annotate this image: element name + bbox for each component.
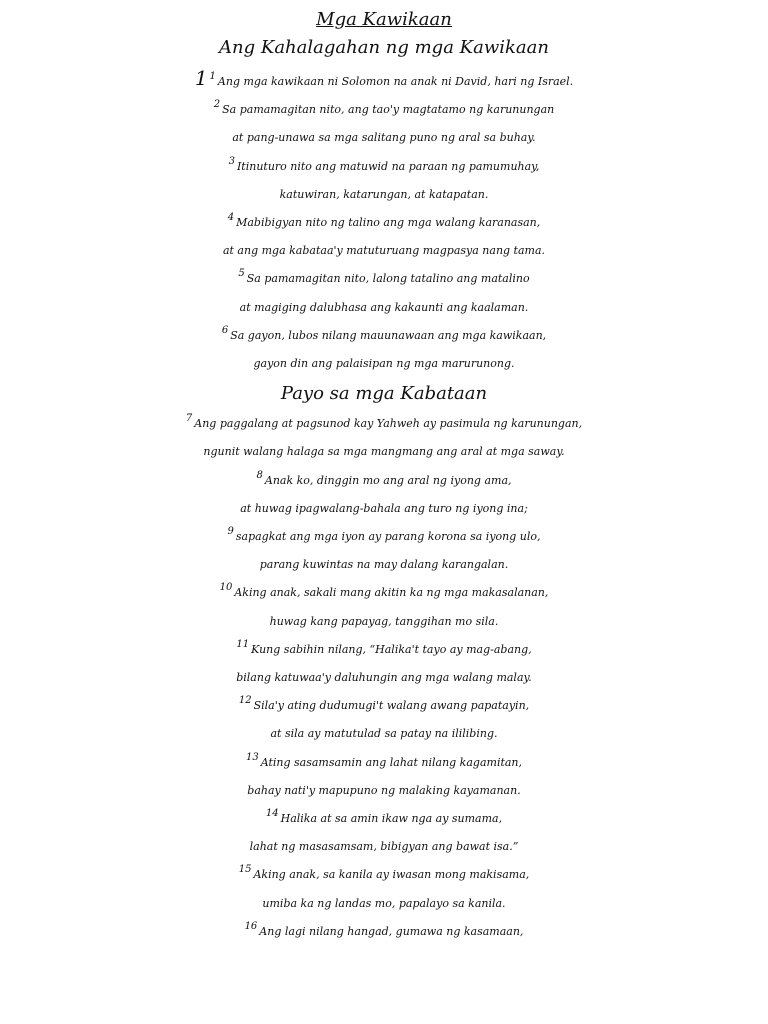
verse-text: lahat ng masasamsam, bibigyan ang bawat isa.” — [249, 840, 519, 854]
verse-line — [0, 96, 768, 124]
verse-line — [0, 322, 768, 350]
verse-line — [0, 523, 768, 551]
verse-line — [0, 664, 768, 692]
verse-text: Ating sasamsamin ang lahat nilang kagamitan, — [260, 755, 523, 769]
verse-number: 9 — [227, 526, 234, 538]
verse-number: 13 — [245, 751, 259, 763]
verse-number: 1 — [209, 71, 216, 82]
verse-line — [0, 495, 768, 523]
document-title: Mga Kawikaan — [316, 9, 452, 30]
verse-text: Ang mga kawikaan ni Solomon na anak ni David, hari ng Israel. — [217, 75, 574, 88]
verse-text: at sila ay matutulad sa patay na ililibing. — [270, 727, 498, 741]
verse-line — [0, 749, 768, 777]
section-payo — [0, 410, 768, 946]
verse-line — [0, 64, 768, 96]
verse-line — [0, 153, 768, 181]
verse-line — [0, 438, 768, 466]
verse-number: 8 — [256, 469, 263, 481]
verse-text: Aking anak, sa kanila ay iwasan mong makisama, — [253, 868, 530, 882]
verse-number: 16 — [244, 920, 258, 932]
verse-line — [0, 209, 768, 237]
verse-number: 2 — [213, 99, 221, 111]
verse-text: at huwag ipagwalang-bahala ang turo ng iyong ina; — [240, 501, 528, 515]
verse-line — [0, 636, 768, 664]
verse-text: Ang paggalang at pagsunod kay Yahweh ay pasimula ng karunungan, — [194, 417, 583, 431]
verse-text: Sa gayon, lubos nilang mauunawaan ang mga kawikaan, — [230, 328, 547, 342]
verse-text: at ang mga kabataa'y matuturuang magpasya nang tama. — [222, 244, 546, 258]
document-page — [0, 6, 768, 946]
verse-text: Aking anak, sakali mang akitin ka ng mga makasalanan, — [234, 586, 549, 600]
verse-line — [0, 350, 768, 378]
verse-text: at magiging dalubhasa ang kakaunti ang kaalaman. — [239, 300, 529, 314]
verse-text: bilang katuwaa'y daluhungin ang mga walang malay. — [236, 671, 532, 685]
verse-number: 6 — [221, 324, 229, 336]
verse-line — [0, 833, 768, 861]
verse-number: 11 — [236, 638, 250, 650]
verse-text: Kung sabihin nilang, “Halika't tayo ay mag-abang, — [251, 642, 532, 656]
verse-text: bahay nati'y mapupuno ng malaking kayamanan. — [247, 783, 521, 797]
verse-number: 10 — [219, 582, 233, 594]
verse-line — [0, 237, 768, 265]
verse-text: Itinuturo nito ang matuwid na paraan ng pamumuhay, — [236, 159, 540, 173]
verse-number: 5 — [238, 268, 245, 280]
verse-number: 12 — [238, 695, 252, 707]
verse-text: Sa pamamagitan nito, lalong tatalino ang matalino — [246, 272, 530, 286]
verse-text: Sa pamamagitan nito, ang tao'y magtatamo ng karunungan — [222, 103, 555, 117]
section-kahalagahan — [0, 64, 768, 378]
verse-line — [0, 181, 768, 209]
verse-text: Ang lagi nilang hangad, gumawa ng kasamaan, — [259, 924, 524, 938]
verse-text: huwag kang papayag, tanggihan mo sila. — [269, 614, 499, 628]
verse-line — [0, 265, 768, 293]
verse-number: 15 — [238, 864, 252, 876]
verse-text: umiba ka ng landas mo, papalayo sa kanila. — [262, 896, 506, 910]
verse-line — [0, 805, 768, 833]
verse-number: 3 — [228, 155, 235, 167]
verse-text: Anak ko, dinggin mo ang aral ng iyong ama, — [264, 473, 512, 487]
verse-number: 4 — [227, 212, 235, 224]
verse-line — [0, 608, 768, 636]
verse-line — [0, 720, 768, 748]
verse-number: 7 — [185, 413, 193, 425]
verse-line — [0, 410, 768, 438]
verse-line — [0, 861, 768, 889]
verse-line — [0, 692, 768, 720]
verse-text: Mabibigyan nito ng talino ang mga walang karanasan, — [236, 216, 541, 230]
verse-number: 14 — [265, 808, 279, 820]
verse-text: Sila'y ating dudumugi't walang awang papatayin, — [253, 699, 530, 713]
chapter-number: 1 — [194, 66, 208, 90]
verse-line — [0, 551, 768, 579]
verse-text: sapagkat ang mga iyon ay parang korona sa iyong ulo, — [235, 530, 541, 544]
verse-text: at pang-unawa sa mga salitang puno ng aral sa buhay. — [232, 131, 536, 145]
verse-line — [0, 294, 768, 322]
verse-line — [0, 467, 768, 495]
verse-line — [0, 777, 768, 805]
verse-text: parang kuwintas na may dalang karangalan. — [259, 558, 509, 572]
verse-line — [0, 124, 768, 152]
verse-text: Halika at sa amin ikaw nga ay sumama, — [280, 812, 503, 826]
verse-line — [0, 579, 768, 607]
verse-text: gayon din ang palaisipan ng mga marurunong. — [253, 357, 515, 371]
section-heading-kahalagahan: Ang Kahalagahan ng mga Kawikaan — [219, 37, 549, 58]
verse-text: ngunit walang halaga sa mga mangmang ang aral at mga saway. — [203, 445, 565, 459]
verse-text: katuwiran, katarungan, at katapatan. — [279, 187, 489, 201]
section-heading-payo: Payo sa mga Kabataan — [280, 383, 488, 405]
verse-line — [0, 890, 768, 918]
verse-line — [0, 918, 768, 946]
